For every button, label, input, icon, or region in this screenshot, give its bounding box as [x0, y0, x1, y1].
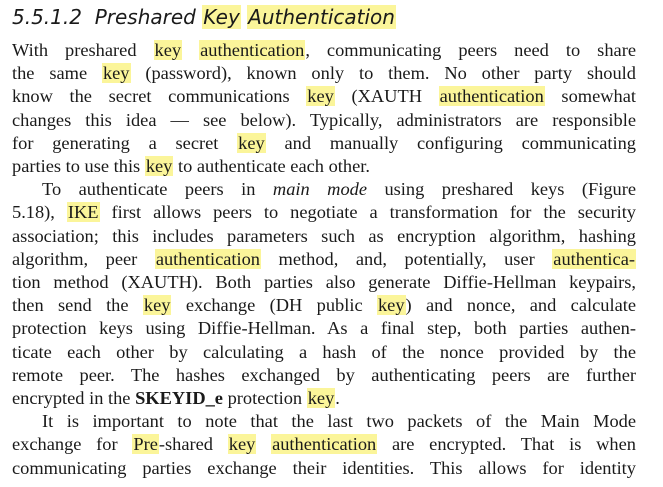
- text-span: are encrypted. That is when: [377, 434, 636, 455]
- text-line: [12, 201, 636, 224]
- text-span: protection: [222, 388, 307, 408]
- text-line: [12, 225, 636, 248]
- highlighted-term: key: [377, 295, 405, 316]
- text-span: It is important to note that the last two packets of the Main Mode: [42, 411, 636, 432]
- text-span: know the secret communications: [12, 86, 307, 107]
- highlighted-term: key: [154, 40, 182, 60]
- highlighted-term: authentication: [155, 248, 261, 269]
- text-span: (XAUTH: [334, 86, 439, 107]
- text-span: .: [335, 388, 340, 408]
- text-line: [42, 410, 636, 433]
- text-span: algorithm, peer: [12, 248, 155, 269]
- text-line: [12, 85, 636, 108]
- text-span: To authenticate peers in: [42, 179, 273, 200]
- text-line: [12, 433, 636, 456]
- text-span: (password), known only to them. No other party should: [130, 63, 636, 84]
- italic-term: main mode: [272, 179, 367, 200]
- text-span: parties to use this: [12, 156, 145, 176]
- text-span: to authenticate each other.: [173, 156, 370, 176]
- text-span: changes this idea — see below). Typically, administrators are responsible: [12, 109, 636, 130]
- highlighted-term: key: [143, 295, 171, 316]
- text-span: remote peer. The hashes exchanged by authenticating peers are further: [12, 364, 636, 385]
- text-line: [12, 457, 636, 480]
- highlighted-term: Pre: [133, 434, 158, 455]
- text-span: communicating parties exchange their identities. This allows for identity: [12, 457, 636, 478]
- text-line: [12, 294, 636, 317]
- text-span: 5.18),: [12, 202, 67, 223]
- text-span: exchange (DH public: [171, 295, 377, 316]
- highlighted-term: authentication: [439, 86, 544, 107]
- section-heading: [12, 4, 396, 30]
- text-line: [12, 271, 636, 294]
- highlighted-term: key: [307, 388, 335, 408]
- text-span: -shared: [158, 434, 228, 455]
- text-span: [182, 40, 199, 60]
- highlighted-term: key: [238, 132, 265, 153]
- text-line: [12, 317, 636, 340]
- text-span: ticate each other by calculating a hash of the nonce provided by the: [12, 341, 636, 362]
- text-line: [12, 364, 636, 387]
- highlighted-term: authentication: [200, 40, 305, 60]
- highlighted-term: authentica-: [553, 248, 635, 269]
- text-span: then send the: [12, 295, 143, 316]
- text-span: association; this includes parameters such as encryption algorithm, hashing: [12, 225, 636, 246]
- highlighted-term: Authentication: [248, 5, 395, 29]
- text-line: [12, 341, 636, 364]
- section-number: 5.5.1.2: [12, 5, 82, 29]
- text-line: [12, 155, 636, 178]
- highlighted-term: key: [145, 156, 173, 176]
- highlighted-term: IKE: [67, 202, 99, 223]
- section-title-word: Preshared: [94, 5, 196, 29]
- text-span: and manually configuring communicating: [265, 132, 636, 153]
- highlighted-term: key: [307, 86, 334, 107]
- text-span: encrypted in the: [12, 388, 136, 408]
- text-line: [12, 248, 636, 271]
- text-span: tion method (XAUTH). Both parties also generate Diffie-Hellman keypairs,: [12, 272, 636, 292]
- text-span: With preshared: [12, 40, 154, 60]
- text-span: , communicating peers need to share: [305, 40, 636, 60]
- text-span: ) and nonce, and calculate: [405, 295, 637, 316]
- text-line: [12, 109, 636, 132]
- text-span: method, and, potentially, user: [261, 248, 553, 269]
- bold-term: SKEYID_e: [135, 388, 223, 408]
- text-span: the same: [12, 63, 102, 84]
- text-span: exchange for: [12, 434, 133, 455]
- text-line: [12, 62, 636, 85]
- text-line: [12, 387, 636, 410]
- text-span: using preshared keys (Figure: [367, 179, 637, 200]
- text-line: [12, 39, 636, 62]
- highlighted-term: authentication: [272, 434, 377, 455]
- text-span: first allows peers to negotiate a transformation for the security: [99, 202, 636, 223]
- highlighted-term: key: [228, 434, 256, 455]
- text-line: [12, 132, 636, 155]
- text-span: protection keys using Diffie-Hellman. As a final step, both parties authen-: [12, 318, 636, 339]
- text-line: [42, 178, 636, 201]
- highlighted-term: key: [102, 63, 130, 84]
- text-span: [256, 434, 271, 454]
- text-span: somewhat: [544, 86, 636, 107]
- highlighted-term: Key: [203, 5, 240, 29]
- text-span: for generating a secret: [12, 132, 238, 153]
